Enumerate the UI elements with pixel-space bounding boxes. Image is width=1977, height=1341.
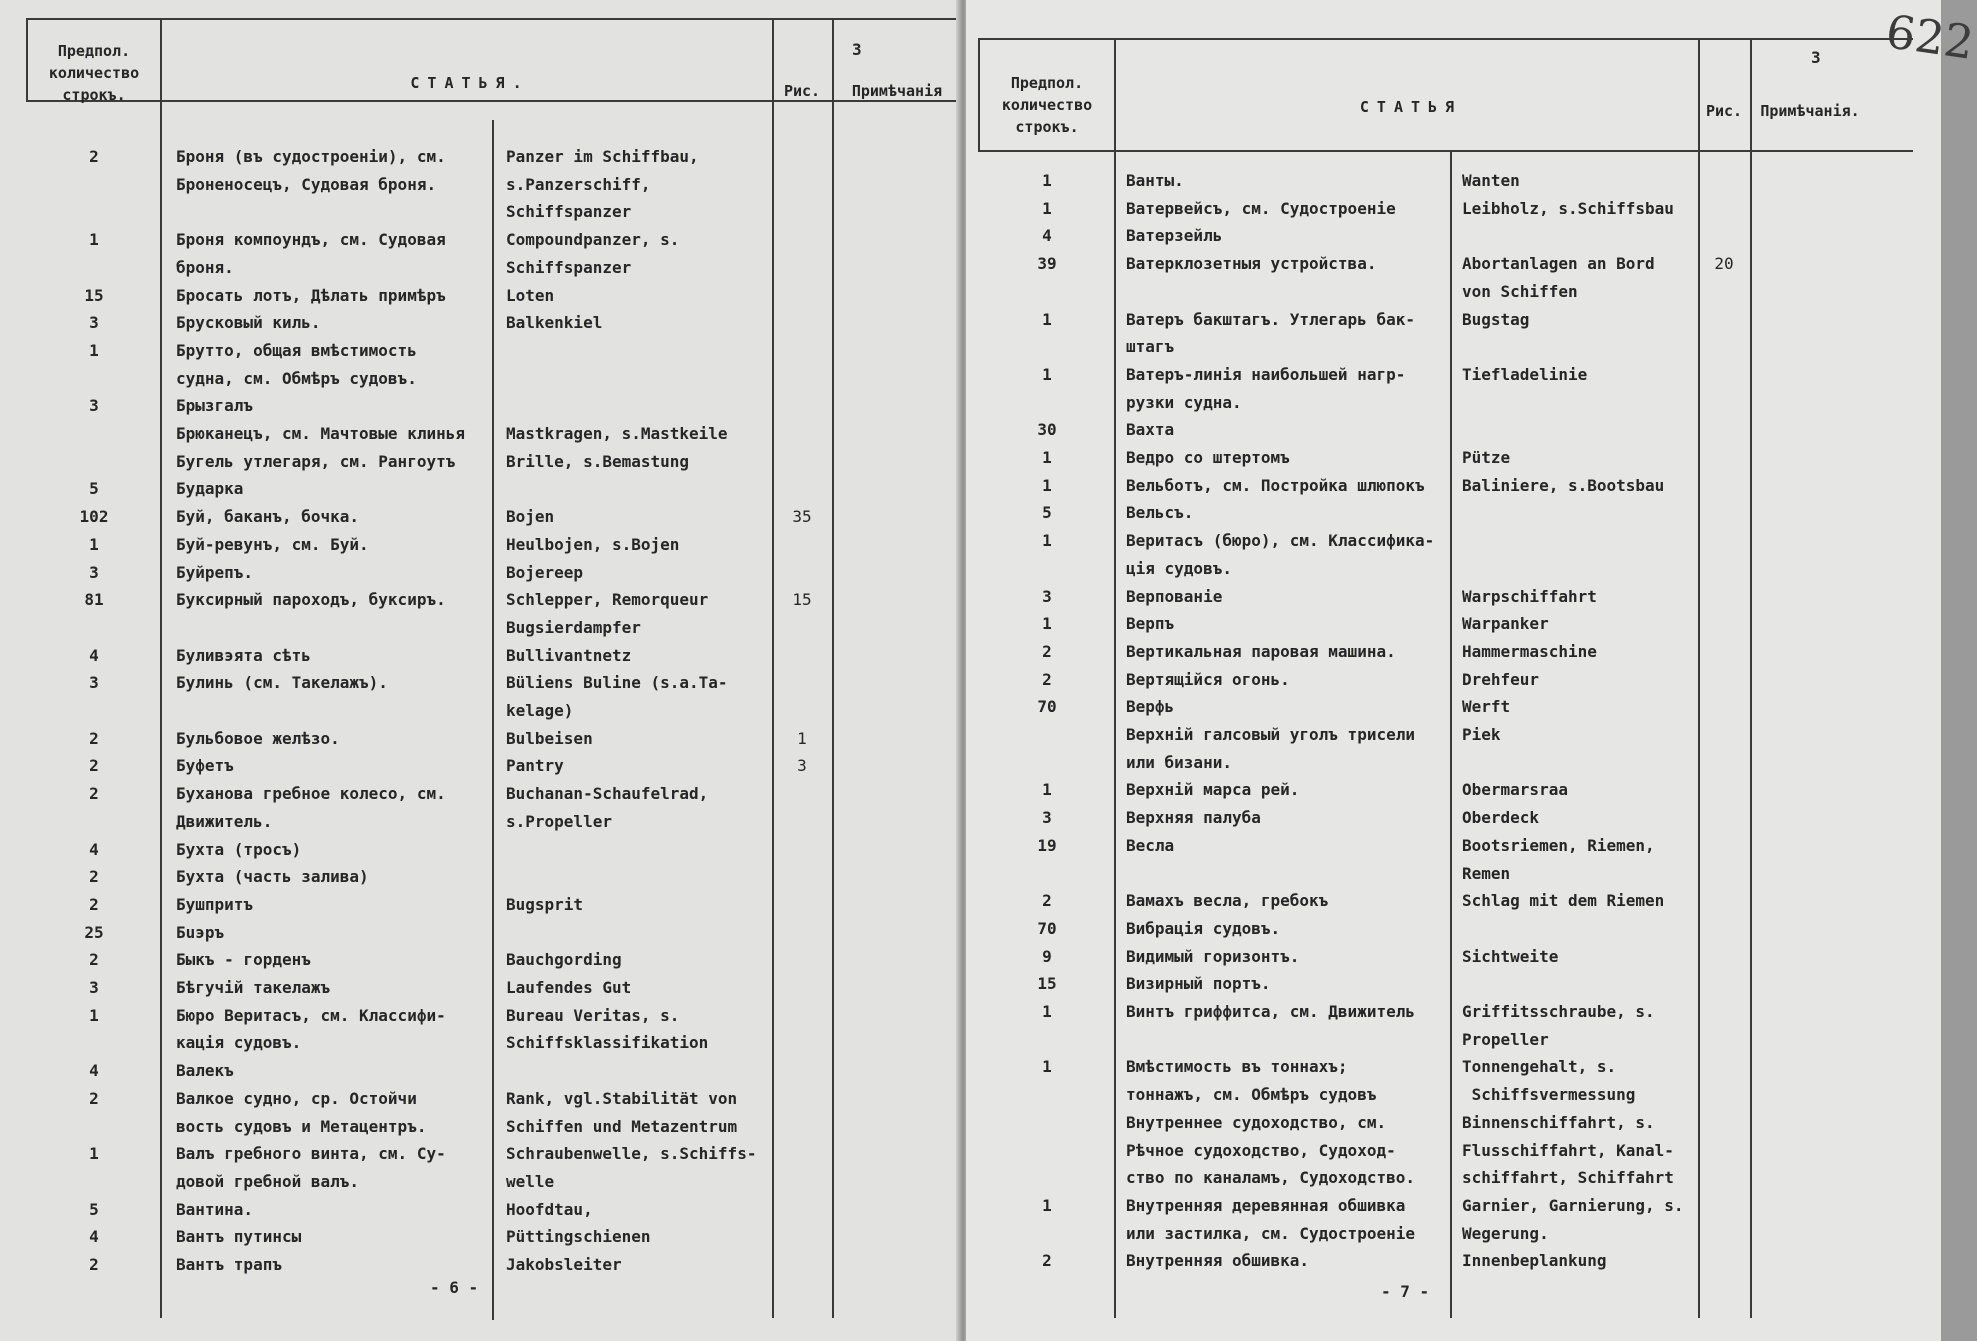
entry-quantity: 9 xyxy=(1042,946,1052,966)
entry-quantity: 5 xyxy=(89,1199,99,1219)
entry-quantity: 2 xyxy=(89,950,99,970)
entry-quantity: 3 xyxy=(89,673,99,693)
entry-article: Верфь xyxy=(1126,697,1175,717)
entry-quantity: 15 xyxy=(1037,974,1057,994)
entry-quantity: 3 xyxy=(89,396,99,416)
entry-quantity: 3 xyxy=(89,978,99,997)
entry-article: Видимый горизонтъ. xyxy=(1126,946,1300,966)
entry-quantity: 1 xyxy=(1042,448,1052,467)
entry-article: Верпованіе xyxy=(1126,586,1223,606)
entry-german: Warpanker xyxy=(1462,614,1549,634)
entry-article: Вамахъ весла, гребокъ xyxy=(1126,891,1329,911)
table-left-border xyxy=(26,18,28,100)
left-page xyxy=(0,0,962,1341)
entry-quantity: 1 xyxy=(1042,531,1052,551)
entry-quantity: 2 xyxy=(1042,1251,1052,1271)
col-divider-qty xyxy=(160,18,162,1318)
col-divider-pic xyxy=(772,18,774,1318)
entry-article: Ватерзейль xyxy=(1126,226,1223,246)
entry-german: Bulbeisen xyxy=(506,728,593,748)
entry-german: Rank, vgl.Stabilität von Schiffen und Metazentrum xyxy=(506,1088,738,1136)
entry-german: Heulbojen, s.Bojen xyxy=(506,534,680,554)
entry-quantity: 30 xyxy=(1037,420,1057,440)
entry-article: Вмѣстимость въ тоннахъ; тоннажъ, см. Обмѣръ судовъ xyxy=(1126,1057,1377,1105)
entry-quantity: 3 xyxy=(1042,586,1052,606)
entry-article: Внутренняя обшивка. xyxy=(1126,1251,1310,1271)
col-divider-notes xyxy=(1750,38,1752,1318)
entry-article: Верхняя палуба xyxy=(1126,808,1261,828)
archive-stamp: 622 xyxy=(1882,4,1977,70)
entry-article: Броня компоундъ, см. Судовая броня. xyxy=(176,230,446,277)
entry-quantity: 2 xyxy=(89,728,99,748)
entry-article: Внутренняя деревянная обшивка или застилка, см. Судостроеніе xyxy=(1126,1195,1415,1243)
entry-article: Валъ гребного винта, см. Су- довой гребной валъ. xyxy=(176,1144,446,1191)
entry-quantity: 2 xyxy=(1042,669,1052,689)
table-top-border xyxy=(978,38,1913,40)
entry-quantity: 1 xyxy=(89,1144,99,1164)
entry-article: Вибрація судовъ. xyxy=(1126,918,1281,938)
entry-article: Вантъ путинсы xyxy=(176,1227,302,1247)
entry-quantity: 1 xyxy=(1042,309,1052,329)
entry-article: Вертящійся огонь. xyxy=(1126,669,1290,689)
entry-german: Bureau Veritas, s. Schiffsklassifikation xyxy=(506,1005,709,1053)
entry-figure: 35 xyxy=(792,507,812,527)
entry-german: Brille, s.Bemastung xyxy=(506,451,690,471)
entry-german: Leibholz, s.Schiffsbau xyxy=(1462,198,1674,218)
entry-german: Tiefladelinie xyxy=(1462,364,1588,384)
entry-article: Буливэята сѣть xyxy=(176,645,311,665)
entry-german: Loten xyxy=(506,285,555,305)
entry-article: Бuэръ xyxy=(176,922,225,942)
entry-quantity: 70 xyxy=(1037,697,1057,717)
entry-quantity: 1 xyxy=(1042,780,1052,800)
entry-german: Tonnengehalt, s. Schiffsvermessung xyxy=(1462,1057,1636,1105)
entry-article: Брутто, общая вмѣстимость судна, см. Обмѣръ судовъ. xyxy=(176,340,417,388)
entry-article: Бухта (часть залива) xyxy=(176,867,369,887)
entry-quantity: 1 xyxy=(89,340,99,360)
entry-german: Bullivantnetz xyxy=(506,645,632,665)
page-number: - 6 - xyxy=(430,1278,479,1297)
entry-german: Büliens Buline (s.a.Ta- kelage) xyxy=(506,673,728,720)
entry-german: Compoundpanzer, s. Schiffspanzer xyxy=(506,230,680,277)
entry-german: Griffitsschraube, s. Propeller xyxy=(1462,1002,1655,1049)
entry-german: Garnier, Garnierung, s. Wegerung. xyxy=(1462,1195,1684,1243)
entry-quantity: 4 xyxy=(89,839,99,859)
entry-article: Верпъ xyxy=(1126,614,1175,634)
entry-figure: 15 xyxy=(792,590,812,610)
entry-german: Wanten xyxy=(1462,171,1520,190)
entry-article: Ватеръ-линія наибольшей нагр- рузки судна. xyxy=(1126,364,1406,412)
entry-quantity: 3 xyxy=(1042,808,1052,828)
entry-article: Брюканецъ, см. Мачтовые клинья xyxy=(176,424,465,443)
entry-quantity: 2 xyxy=(89,1255,99,1274)
col-divider-qty xyxy=(1114,38,1116,1318)
entry-quantity: 81 xyxy=(84,590,104,610)
entry-quantity: 70 xyxy=(1037,918,1057,938)
entry-german: Drehfeur xyxy=(1462,669,1540,689)
entry-article: Вертикальная паровая машина. xyxy=(1126,641,1396,661)
entry-article: Весла xyxy=(1126,835,1175,855)
entry-article: Вантина. xyxy=(176,1199,254,1219)
entry-german: Piek xyxy=(1462,725,1501,744)
entry-german: Sichtweite xyxy=(1462,946,1559,966)
entry-article: Бушпритъ xyxy=(176,894,254,914)
entry-article: Визирный портъ. xyxy=(1126,974,1271,994)
entry-quantity: 1 xyxy=(1042,364,1052,384)
entry-quantity: 102 xyxy=(79,507,109,527)
entry-quantity: 19 xyxy=(1037,835,1057,855)
entry-article: Вахта xyxy=(1126,420,1175,440)
entry-article: Бюро Веритасъ, см. Классифи- кація судовъ. xyxy=(176,1005,446,1053)
header-pic: Рис. xyxy=(783,82,821,100)
entry-article: Ватервейсъ, см. Судостроеніе xyxy=(1126,198,1396,218)
entry-quantity: 1 xyxy=(1042,1195,1052,1215)
entry-german: Warpschiffahrt xyxy=(1462,586,1597,606)
entry-german: Schlag mit dem Riemen xyxy=(1462,891,1665,911)
entry-article: Бухановa гребное колесо, см. Движитель. xyxy=(176,784,446,831)
entry-quantity: 4 xyxy=(1042,226,1052,246)
entry-german: Bootsriemen, Riemen, Remen xyxy=(1462,835,1655,883)
header-qty: Предпол. количество строкъ. xyxy=(1001,74,1093,136)
entry-article: Валекъ xyxy=(176,1061,234,1081)
entry-quantity: 2 xyxy=(89,1088,99,1108)
entry-article: Вельботъ, см. Постройка шлюпокъ xyxy=(1126,475,1425,495)
entry-german: Baliniere, s.Bootsbau xyxy=(1462,475,1665,495)
entry-article: Внутреннее судоходство, см. Рѣчное судоходство, Судоход- ство по каналамъ, Судоходство. xyxy=(1126,1112,1415,1188)
entry-german: Mastkragen, s.Mastkeile xyxy=(506,424,728,443)
entry-article: Бросать лотъ, Дѣлать примѣръ xyxy=(176,285,446,305)
entry-quantity: 15 xyxy=(84,285,104,305)
entry-article: Ведро со штертомъ xyxy=(1126,448,1290,467)
entry-article: Буй-ревунъ, см. Буй. xyxy=(176,534,369,554)
entry-quantity: 39 xyxy=(1037,254,1057,274)
entry-article: Валкое судно, ср. Остойчи вость судовъ и Метацентръ. xyxy=(176,1088,427,1136)
table-left-border xyxy=(978,38,980,150)
entry-quantity: 2 xyxy=(89,867,99,887)
entry-quantity: 1 xyxy=(89,230,99,250)
col-divider-german xyxy=(1450,150,1452,1318)
header-pic: Рис. xyxy=(1705,102,1743,120)
entry-quantity: 1 xyxy=(1042,1002,1052,1021)
col-divider-notes xyxy=(832,18,834,1318)
entry-quantity: 2 xyxy=(89,784,99,804)
entry-quantity: 25 xyxy=(84,922,104,942)
header-qty: Предпол. количество строкъ. xyxy=(48,42,140,104)
entry-quantity: 1 xyxy=(89,534,99,554)
entry-german: Obermarsraa xyxy=(1462,780,1568,800)
entry-article: Броня (въ судостроеніи), см. Броненосецъ, Судовая броня. xyxy=(176,147,446,194)
entry-german: Pütze xyxy=(1462,448,1511,467)
entry-german: Binnenschiffahrt, s. Flusschiffahrt, Kanal- schiffahrt, Schiffahrt xyxy=(1462,1112,1674,1188)
entry-german: Werft xyxy=(1462,697,1511,717)
entry-quantity: 5 xyxy=(1042,503,1052,523)
entry-article: Ватерклозетныя устройства. xyxy=(1126,254,1377,274)
entry-german: Buchanan-Schaufelrad, s.Propeller xyxy=(506,784,709,831)
entry-german: Pantry xyxy=(506,756,564,776)
entry-quantity: 1 xyxy=(1042,198,1052,218)
entry-article: Буфетъ xyxy=(176,756,234,776)
table-top-border xyxy=(26,18,962,20)
entry-german: Püttingschienen xyxy=(506,1227,651,1247)
entry-german: Jakobsleiter xyxy=(506,1255,622,1274)
page-number: - 7 - xyxy=(1381,1282,1430,1301)
entry-german: Schlepper, Remorqueur Bugsierdampfer xyxy=(506,590,709,637)
entry-german: Bojen xyxy=(506,507,555,527)
entry-article: Брусковый киль. xyxy=(176,313,321,333)
entry-article: Бугель утлегаря, см. Рангоутъ xyxy=(176,451,456,471)
entry-quantity: 4 xyxy=(89,1227,99,1247)
entry-article: Бухта (тросъ) xyxy=(176,839,302,859)
entry-article: Булинь (см. Такелажъ). xyxy=(176,673,388,693)
entry-figure: 3 xyxy=(797,756,807,776)
header-notes: Примѣчанія. xyxy=(1760,102,1860,120)
entry-german: Balkenkiel xyxy=(506,313,603,333)
entry-german: Bojereep xyxy=(506,562,584,582)
entry-article: Буксирный пароходъ, буксиръ. xyxy=(176,590,446,610)
entry-quantity: 1 xyxy=(1042,1057,1052,1077)
entry-article: Вантъ трапъ xyxy=(176,1255,282,1274)
entry-article: Верхній марса рей. xyxy=(1126,780,1300,800)
entry-article: Ватеръ бакштагъ. Утлегарь бак- штагъ xyxy=(1126,309,1415,357)
header-bottom-border xyxy=(978,150,1913,152)
column-number: 3 xyxy=(852,40,862,59)
entry-article: Вельсъ. xyxy=(1126,503,1194,523)
entry-article: Быкъ - горденъ xyxy=(176,950,311,970)
entry-quantity: 3 xyxy=(89,562,99,582)
entry-article: Брызгалъ xyxy=(176,396,254,416)
entry-article: Верхній галсовый уголъ трисели или бизани. xyxy=(1126,725,1415,772)
entry-article: Бульбовое желѣзо. xyxy=(176,728,340,748)
entry-german: Bugstag xyxy=(1462,309,1530,329)
entry-german: Abortanlagen an Bord von Schiffen xyxy=(1462,254,1655,301)
entry-article: Буй, баканъ, бочка. xyxy=(176,507,360,527)
entry-figure: 20 xyxy=(1714,254,1734,274)
entry-german: Laufendes Gut xyxy=(506,978,632,997)
entry-article: Бѣгучій такелажъ xyxy=(176,978,331,997)
entry-quantity: 2 xyxy=(89,147,99,166)
entry-quantity: 1 xyxy=(89,1005,99,1025)
entry-quantity: 1 xyxy=(1042,171,1052,190)
entry-article: Ванты. xyxy=(1126,171,1184,190)
entry-quantity: 5 xyxy=(89,479,99,499)
entry-quantity: 1 xyxy=(1042,475,1052,495)
entry-quantity: 4 xyxy=(89,645,99,665)
header-notes: Примѣчанія xyxy=(851,82,943,100)
entry-german: Hammermaschine xyxy=(1462,641,1597,661)
entry-article: Веритасъ (бюро), см. Классифика- ція судовъ. xyxy=(1126,531,1435,578)
entry-quantity: 1 xyxy=(1042,614,1052,634)
entry-quantity: 2 xyxy=(1042,891,1052,911)
entry-figure: 1 xyxy=(797,728,807,748)
column-number: 3 xyxy=(1811,48,1821,67)
header-article: СТАТЬЯ. xyxy=(410,74,530,92)
entry-german: Schraubenwelle, s.Schiffs- welle xyxy=(506,1144,757,1191)
col-divider-german xyxy=(492,120,494,1320)
col-divider-pic xyxy=(1698,38,1700,1318)
entry-quantity: 2 xyxy=(89,894,99,914)
entry-article: Бударка xyxy=(176,479,244,499)
entry-german: Hoofdtau, xyxy=(506,1199,593,1219)
entry-quantity: 3 xyxy=(89,313,99,333)
entry-quantity: 2 xyxy=(89,756,99,776)
header-article: СТАТЬЯ xyxy=(1359,98,1463,116)
entry-german: Innenbeplankung xyxy=(1462,1251,1607,1271)
entry-german: Bugsprit xyxy=(506,894,584,914)
entry-quantity: 4 xyxy=(89,1061,99,1081)
entry-german: Oberdeck xyxy=(1462,808,1540,828)
entry-article: Буйрепъ. xyxy=(176,562,254,582)
right-page xyxy=(966,0,1977,1341)
entry-article: Винтъ гриффитса, см. Движитель xyxy=(1126,1002,1415,1021)
entry-german: Bauchgording xyxy=(506,950,622,970)
entry-quantity: 2 xyxy=(1042,641,1052,661)
entry-german: Panzer im Schiffbau, s.Panzerschiff, Schiffspanzer xyxy=(506,147,699,222)
